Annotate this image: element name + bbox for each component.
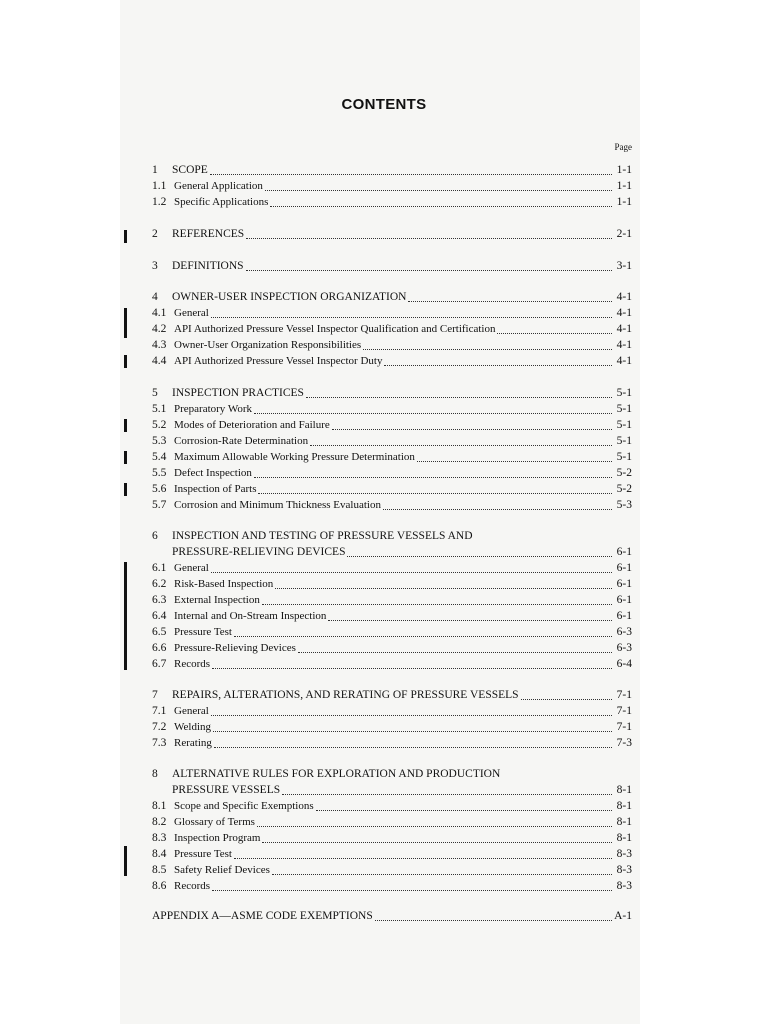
entry-number: 1.1	[152, 180, 167, 192]
change-bar	[124, 308, 127, 338]
dot-leader	[270, 206, 612, 207]
entry-number: 4.1	[152, 307, 167, 319]
entry-page: 4-1	[616, 339, 632, 351]
entry-page: 8-1	[616, 832, 632, 844]
toc-entry[interactable]	[152, 163, 632, 178]
entry-number: 5.4	[152, 451, 167, 463]
entry-number: 8.2	[152, 816, 167, 828]
entry-title: Rerating	[174, 737, 212, 749]
entry-page: 5-1	[616, 387, 632, 399]
entry-number: 3	[152, 260, 158, 272]
entry-number: 4	[152, 291, 158, 303]
entry-title: Internal and On-Stream Inspection	[174, 610, 327, 622]
toc-entry[interactable]	[152, 306, 632, 321]
dot-leader	[265, 190, 612, 191]
entry-page: 5-1	[616, 451, 632, 463]
dot-leader	[408, 301, 612, 302]
toc-entry[interactable]	[152, 354, 632, 369]
toc-entry[interactable]	[152, 767, 632, 782]
entry-number: 5.2	[152, 419, 167, 431]
entry-title: Inspection Program	[174, 832, 261, 844]
toc-entry[interactable]	[152, 831, 632, 846]
entry-page: 5-1	[616, 435, 632, 447]
toc-entry[interactable]	[152, 529, 632, 544]
entry-page: 8-3	[616, 864, 632, 876]
toc-entry[interactable]	[152, 688, 632, 703]
toc-entry[interactable]	[152, 227, 632, 242]
toc-entry[interactable]	[152, 736, 632, 751]
entry-number: 6.7	[152, 658, 167, 670]
entry-page: 7-1	[616, 705, 632, 717]
entry-page: 6-1	[616, 546, 632, 558]
toc-entry[interactable]	[152, 720, 632, 735]
toc-entry[interactable]	[152, 450, 632, 465]
entry-number: 5.5	[152, 467, 167, 479]
dot-leader	[282, 794, 612, 795]
page-column-label: Page	[614, 142, 632, 152]
entry-page: 6-1	[616, 594, 632, 606]
entry-number: 5.7	[152, 499, 167, 511]
toc-entry[interactable]	[152, 259, 632, 274]
toc-entry[interactable]	[152, 545, 632, 560]
entry-page: 6-3	[616, 642, 632, 654]
entry-page: 5-1	[616, 419, 632, 431]
entry-title: General Application	[174, 180, 263, 192]
entry-number: 8.4	[152, 848, 167, 860]
dot-leader	[212, 668, 612, 669]
entry-page: 5-3	[616, 499, 632, 511]
dot-leader	[521, 699, 612, 700]
toc-entry[interactable]	[152, 466, 632, 481]
toc-entry[interactable]	[152, 338, 632, 353]
change-bar	[124, 230, 127, 243]
toc-entry[interactable]	[152, 847, 632, 862]
toc-entry[interactable]	[152, 577, 632, 592]
entry-title: Corrosion and Minimum Thickness Evaluation	[174, 499, 381, 511]
entry-page: 1-1	[616, 196, 632, 208]
toc-entry[interactable]	[152, 815, 632, 830]
entry-page: 8-3	[616, 880, 632, 892]
toc-entry[interactable]	[152, 179, 632, 194]
entry-title: General	[174, 307, 209, 319]
entry-title: Glossary of Terms	[174, 816, 255, 828]
entry-title: Records	[174, 880, 211, 892]
dot-leader	[211, 317, 612, 318]
toc-entry[interactable]	[152, 879, 632, 894]
entry-title: ALTERNATIVE RULES FOR EXPLORATION AND PRODUCTION	[172, 768, 501, 780]
dot-leader	[347, 556, 612, 557]
toc-entry[interactable]	[152, 657, 632, 672]
dot-leader	[328, 620, 612, 621]
entry-number: 5.3	[152, 435, 167, 447]
dot-leader	[211, 572, 612, 573]
entry-title: Maximum Allowable Working Pressure Determination	[174, 451, 415, 463]
dot-leader	[214, 747, 612, 748]
entry-number: 8.5	[152, 864, 167, 876]
entry-number: 6	[152, 530, 158, 542]
entry-title: General	[174, 562, 209, 574]
dot-leader	[262, 842, 612, 843]
dot-leader	[246, 238, 612, 239]
entry-page: 5-2	[616, 467, 632, 479]
toc-entry[interactable]	[152, 593, 632, 608]
dot-leader	[298, 652, 612, 653]
entry-number: 5.6	[152, 483, 167, 495]
entry-number: 6.5	[152, 626, 167, 638]
toc-entry[interactable]	[152, 195, 632, 210]
dot-leader	[213, 731, 612, 732]
dot-leader	[417, 461, 612, 462]
entry-number: 7.1	[152, 705, 167, 717]
dot-leader	[316, 810, 612, 811]
entry-page: 6-3	[616, 626, 632, 638]
dot-leader	[310, 445, 612, 446]
entry-page: 7-1	[616, 721, 632, 733]
dot-leader	[375, 920, 612, 921]
entry-page: 7-3	[616, 737, 632, 749]
toc-entry[interactable]	[152, 625, 632, 640]
entry-page: 8-1	[616, 784, 632, 796]
entry-title: General	[174, 705, 209, 717]
entry-page: 4-1	[616, 355, 632, 367]
dot-leader	[272, 874, 612, 875]
entry-title: Defect Inspection	[174, 467, 252, 479]
entry-title: API Authorized Pressure Vessel Inspector Qualification and Certification	[174, 323, 496, 335]
toc-entry[interactable]	[152, 290, 632, 305]
entry-title: DEFINITIONS	[172, 260, 244, 272]
entry-page: 1-1	[616, 180, 632, 192]
dot-leader	[275, 588, 612, 589]
entry-title: SCOPE	[172, 164, 208, 176]
entry-title: REPAIRS, ALTERATIONS, AND RERATING OF PRESSURE VESSELS	[172, 689, 519, 701]
entry-number: 4.3	[152, 339, 167, 351]
entry-page: 6-1	[616, 562, 632, 574]
entry-title: PRESSURE VESSELS	[172, 784, 281, 796]
entry-number: 1	[152, 164, 158, 176]
change-bar	[124, 483, 127, 496]
entry-page: 1-1	[616, 164, 632, 176]
entry-page: 7-1	[616, 689, 632, 701]
entry-number: 8.3	[152, 832, 167, 844]
dot-leader	[383, 509, 612, 510]
entry-title: Pressure-Relieving Devices	[174, 642, 296, 654]
dot-leader	[384, 365, 612, 366]
toc-entry[interactable]	[152, 402, 632, 417]
entry-title: PRESSURE-RELIEVING DEVICES	[172, 546, 346, 558]
entry-title: Safety Relief Devices	[174, 864, 270, 876]
toc-entry[interactable]	[152, 609, 632, 624]
entry-title: Pressure Test	[174, 626, 232, 638]
entry-title: Corrosion-Rate Determination	[174, 435, 309, 447]
entry-title: API Authorized Pressure Vessel Inspector Duty	[174, 355, 383, 367]
entry-page: 8-1	[616, 800, 632, 812]
toc-entry[interactable]	[152, 783, 632, 798]
contents-title: CONTENTS	[341, 96, 427, 113]
entry-number: 8.1	[152, 800, 167, 812]
entry-number: 5.1	[152, 403, 167, 415]
change-bar	[124, 562, 127, 670]
toc-entry[interactable]	[152, 641, 632, 656]
entry-page: 4-1	[616, 291, 632, 303]
dot-leader	[306, 397, 612, 398]
toc-entry[interactable]	[152, 863, 632, 878]
entry-page: 4-1	[616, 307, 632, 319]
entry-title: INSPECTION PRACTICES	[172, 387, 304, 399]
toc-entry[interactable]	[152, 799, 632, 814]
dot-leader	[211, 715, 612, 716]
entry-title: Preparatory Work	[174, 403, 253, 415]
entry-page: 6-1	[616, 578, 632, 590]
entry-title: External Inspection	[174, 594, 260, 606]
entry-page: 6-1	[616, 610, 632, 622]
entry-page: A-1	[614, 910, 632, 922]
entry-page: 2-1	[616, 228, 632, 240]
dot-leader	[254, 477, 612, 478]
entry-page: 5-1	[616, 403, 632, 415]
toc-entry[interactable]	[152, 482, 632, 497]
entry-number: 1.2	[152, 196, 167, 208]
dot-leader	[258, 493, 612, 494]
entry-number: 7.3	[152, 737, 167, 749]
entry-number: 7.2	[152, 721, 167, 733]
entry-number: 7	[152, 689, 158, 701]
entry-title: Pressure Test	[174, 848, 232, 860]
entry-title: REFERENCES	[172, 228, 245, 240]
entry-title: Records	[174, 658, 211, 670]
dot-leader	[363, 349, 612, 350]
entry-title: Specific Applications	[174, 196, 269, 208]
entry-number: 6.1	[152, 562, 167, 574]
entry-number: 6.2	[152, 578, 167, 590]
toc-entry[interactable]	[152, 386, 632, 401]
entry-title: Welding	[174, 721, 211, 733]
entry-title: Owner-User Organization Responsibilities	[174, 339, 362, 351]
entry-page: 8-1	[616, 816, 632, 828]
dot-leader	[234, 858, 612, 859]
toc-entry[interactable]	[152, 561, 632, 576]
dot-leader	[212, 890, 612, 891]
dot-leader	[234, 636, 612, 637]
entry-number: 2	[152, 228, 158, 240]
entry-title: Risk-Based Inspection	[174, 578, 274, 590]
change-bar	[124, 355, 127, 368]
entry-title: Inspection of Parts	[174, 483, 257, 495]
entry-title: Modes of Deterioration and Failure	[174, 419, 330, 431]
dot-leader	[246, 270, 612, 271]
toc-entry[interactable]	[152, 498, 632, 513]
toc-entry[interactable]	[152, 704, 632, 719]
entry-number: 6.6	[152, 642, 167, 654]
entry-number: 8	[152, 768, 158, 780]
dot-leader	[257, 826, 612, 827]
change-bar	[124, 451, 127, 464]
toc-entry[interactable]	[152, 418, 632, 433]
entry-title: APPENDIX A—ASME CODE EXEMPTIONS	[152, 910, 373, 922]
entry-page: 8-3	[616, 848, 632, 860]
entry-title: OWNER-USER INSPECTION ORGANIZATION	[172, 291, 407, 303]
dot-leader	[262, 604, 612, 605]
entry-title: INSPECTION AND TESTING OF PRESSURE VESSELS AND	[172, 530, 473, 542]
dot-leader	[497, 333, 612, 334]
entry-number: 5	[152, 387, 158, 399]
dot-leader	[332, 429, 612, 430]
entry-page: 6-4	[616, 658, 632, 670]
entry-page: 5-2	[616, 483, 632, 495]
entry-title: Scope and Specific Exemptions	[174, 800, 314, 812]
entry-number: 6.4	[152, 610, 167, 622]
entry-number: 4.2	[152, 323, 167, 335]
entry-number: 8.6	[152, 880, 167, 892]
entry-page: 4-1	[616, 323, 632, 335]
toc-entry[interactable]	[152, 322, 632, 337]
toc-entry[interactable]	[152, 909, 632, 924]
entry-page: 3-1	[616, 260, 632, 272]
toc-entry[interactable]	[152, 434, 632, 449]
change-bar	[124, 846, 127, 876]
change-bar	[124, 419, 127, 432]
entry-number: 6.3	[152, 594, 167, 606]
dot-leader	[254, 413, 612, 414]
entry-number: 4.4	[152, 355, 167, 367]
dot-leader	[210, 174, 612, 175]
